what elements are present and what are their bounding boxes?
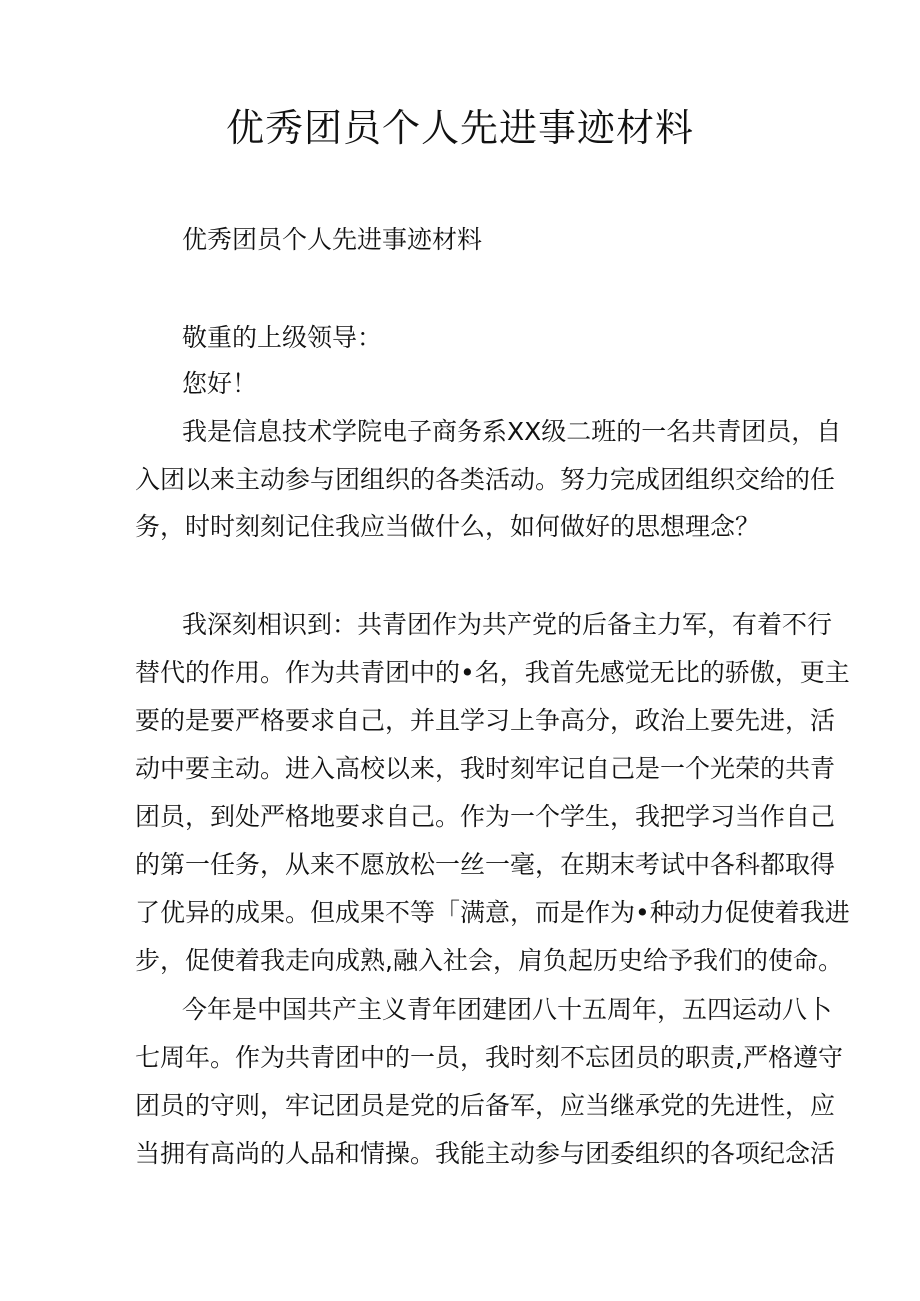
document-subtitle: 优秀团员个人先进事迹材料 xyxy=(182,225,483,254)
greeting: 您好！ xyxy=(182,369,258,398)
paragraph-line: 替代的作用。作为共青团中的•名，我首先感觉无比的骄傲，更主 xyxy=(135,658,850,687)
paragraph-line: 当拥有高尚的人品和情操。我能主动参与团委组织的各项纪念活 xyxy=(135,1139,836,1168)
paragraph-line: 今年是中国共产主义青年团建团八十五周年，五四运动八卜 xyxy=(182,995,833,1024)
paragraph-line: 了优异的成果。但成果不等「满意，而是作为•种动力促使着我进 xyxy=(135,898,850,927)
paragraph-line: 步，促使着我走向成熟,融入社会，肩负起历史给予我们的使命。 xyxy=(135,946,843,975)
paragraph-line: 的第一任务，从来不愿放松一丝一毫，在期末考试中各科都取得 xyxy=(135,850,836,879)
paragraph-line: 团员，到处严格地要求自己。作为一个学生，我把学习当作自己 xyxy=(135,802,836,831)
paragraph-line: 入团以来主动参与团组织的各类活动。努力完成团组织交给的任 xyxy=(135,465,836,494)
paragraph-line: 团员的守则，牢记团员是党的后备军，应当继承党的先进性，应 xyxy=(135,1091,836,1120)
paragraph-line: 我是信息技术学院电子商务系XX级二班的一名共青团员，自 xyxy=(182,417,842,446)
paragraph-line: 要的是要严格要求自己，并且学习上争高分，政治上要先进，活 xyxy=(135,706,836,735)
paragraph-line: 动中要主动。进入高校以来，我时刻牢记自己是一个光荣的共青 xyxy=(135,754,836,783)
paragraph-line: 我深刻相识到：共青团作为共产党的后备主力军，有着不行 xyxy=(182,610,833,639)
salutation: 敬重的上级领导： xyxy=(182,323,383,352)
document-title: 优秀团员个人先进事迹材料 xyxy=(225,106,694,150)
paragraph-line: 务，时时刻刻记住我应当做什么，如何做好的思想理念？ xyxy=(135,512,761,541)
paragraph-line: 七周年。作为共青团中的一员，我时刻不忘团员的职责,严格遵守 xyxy=(135,1043,843,1072)
